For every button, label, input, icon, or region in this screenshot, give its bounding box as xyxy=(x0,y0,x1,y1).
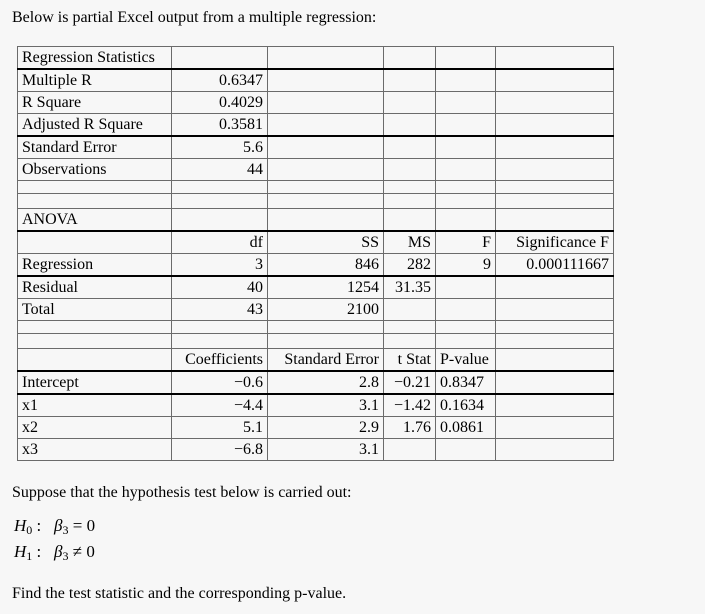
beta-symbol: β xyxy=(54,542,63,561)
cell-value xyxy=(436,276,496,299)
alternative-hypothesis xyxy=(14,542,95,564)
cell-value: 846 xyxy=(268,254,384,277)
null-hypothesis xyxy=(14,516,95,538)
hypothesis-colon: : xyxy=(36,542,42,561)
stat-label: Standard Error xyxy=(18,136,172,159)
cell-value: −1.42 xyxy=(384,394,436,417)
cell-value: 0.1634 xyxy=(436,394,496,417)
spacer-row xyxy=(18,321,614,334)
cell-value xyxy=(496,299,614,321)
regression-output-table xyxy=(17,46,614,461)
table-row xyxy=(18,417,614,439)
regression-statistics-header-row xyxy=(18,47,614,70)
stat-label: Observations xyxy=(18,159,172,181)
column-header: t Stat xyxy=(384,349,436,372)
table-row xyxy=(18,439,614,461)
hypothesis-symbol: H xyxy=(14,516,27,535)
stat-value: 44 xyxy=(172,159,268,181)
cell-value: 9 xyxy=(436,254,496,277)
table-row xyxy=(18,254,614,277)
hypothesis-symbol: H xyxy=(14,542,27,561)
cell-value: 2.9 xyxy=(268,417,384,439)
row-label: Residual xyxy=(18,276,172,299)
hypothesis-relation: = 0 xyxy=(72,516,96,535)
cell-value: 282 xyxy=(384,254,436,277)
cell-value xyxy=(436,439,496,461)
cell-value: 0.8347 xyxy=(436,371,496,394)
cell-value: 0.0861 xyxy=(436,417,496,439)
hypothesis-colon: : xyxy=(36,516,42,535)
stat-label: Multiple R xyxy=(18,69,172,92)
hypothesis-subscript: 0 xyxy=(26,523,33,537)
stat-label: R Square xyxy=(18,92,172,114)
question-text: Find the test statistic and the corresponding p-value. xyxy=(12,585,347,602)
row-label: x3 xyxy=(18,439,172,461)
column-header: df xyxy=(172,231,268,254)
row-label: Total xyxy=(18,299,172,321)
intro-text: Below is partial Excel output from a multiple regression: xyxy=(12,9,377,26)
anova-header-row xyxy=(18,231,614,254)
cell-value xyxy=(384,299,436,321)
cell-value: 5.1 xyxy=(172,417,268,439)
cell-value: 1254 xyxy=(268,276,384,299)
cell-value: 2100 xyxy=(268,299,384,321)
cell-value: 0.000111667 xyxy=(496,254,614,277)
spacer-row xyxy=(18,334,614,349)
hypothesis-relation: ≠ 0 xyxy=(72,542,95,561)
beta-subscript: 3 xyxy=(62,523,69,537)
cell-value: 43 xyxy=(172,299,268,321)
cell-value xyxy=(384,439,436,461)
table-row xyxy=(18,159,614,181)
cell-value: −6.8 xyxy=(172,439,268,461)
stat-value: 0.3581 xyxy=(172,114,268,137)
table-row xyxy=(18,92,614,114)
cell-value: 3 xyxy=(172,254,268,277)
table-row xyxy=(18,114,614,137)
table-row xyxy=(18,276,614,299)
suppose-text: Suppose that the hypothesis test below is carried out: xyxy=(12,484,352,501)
cell-value: 1.76 xyxy=(384,417,436,439)
stat-value: 0.4029 xyxy=(172,92,268,114)
cell-value xyxy=(496,276,614,299)
row-label: x2 xyxy=(18,417,172,439)
cell-value: 40 xyxy=(172,276,268,299)
cell-value: 2.8 xyxy=(268,371,384,394)
column-header: P-value xyxy=(436,349,496,372)
table-row xyxy=(18,299,614,321)
cell-value: −0.6 xyxy=(172,371,268,394)
spacer-row xyxy=(18,181,614,194)
column-header: SS xyxy=(268,231,384,254)
cell-value: −4.4 xyxy=(172,394,268,417)
cell-value: 3.1 xyxy=(268,394,384,417)
cell-value: −0.21 xyxy=(384,371,436,394)
stat-value: 5.6 xyxy=(172,136,268,159)
column-header: F xyxy=(436,231,496,254)
row-label: Intercept xyxy=(18,371,172,394)
column-header: Coefficients xyxy=(172,349,268,372)
row-label: x1 xyxy=(18,394,172,417)
spacer-row xyxy=(18,194,614,209)
anova-title-row xyxy=(18,209,614,232)
table-row xyxy=(18,394,614,417)
column-header: Standard Error xyxy=(268,349,384,372)
cell-value: 3.1 xyxy=(268,439,384,461)
table-row xyxy=(18,136,614,159)
hypothesis-subscript: 1 xyxy=(26,549,33,563)
coefficients-header-row xyxy=(18,349,614,372)
table-row xyxy=(18,69,614,92)
stat-label: Adjusted R Square xyxy=(18,114,172,137)
anova-title: ANOVA xyxy=(18,209,172,232)
beta-symbol: β xyxy=(54,516,63,535)
stat-value: 0.6347 xyxy=(172,69,268,92)
column-header: Significance F xyxy=(496,231,614,254)
beta-subscript: 3 xyxy=(62,549,69,563)
table-row xyxy=(18,371,614,394)
column-header: MS xyxy=(384,231,436,254)
regression-statistics-header: Regression Statistics xyxy=(18,47,172,70)
row-label: Regression xyxy=(18,254,172,277)
cell-value: 31.35 xyxy=(384,276,436,299)
cell-value xyxy=(436,299,496,321)
